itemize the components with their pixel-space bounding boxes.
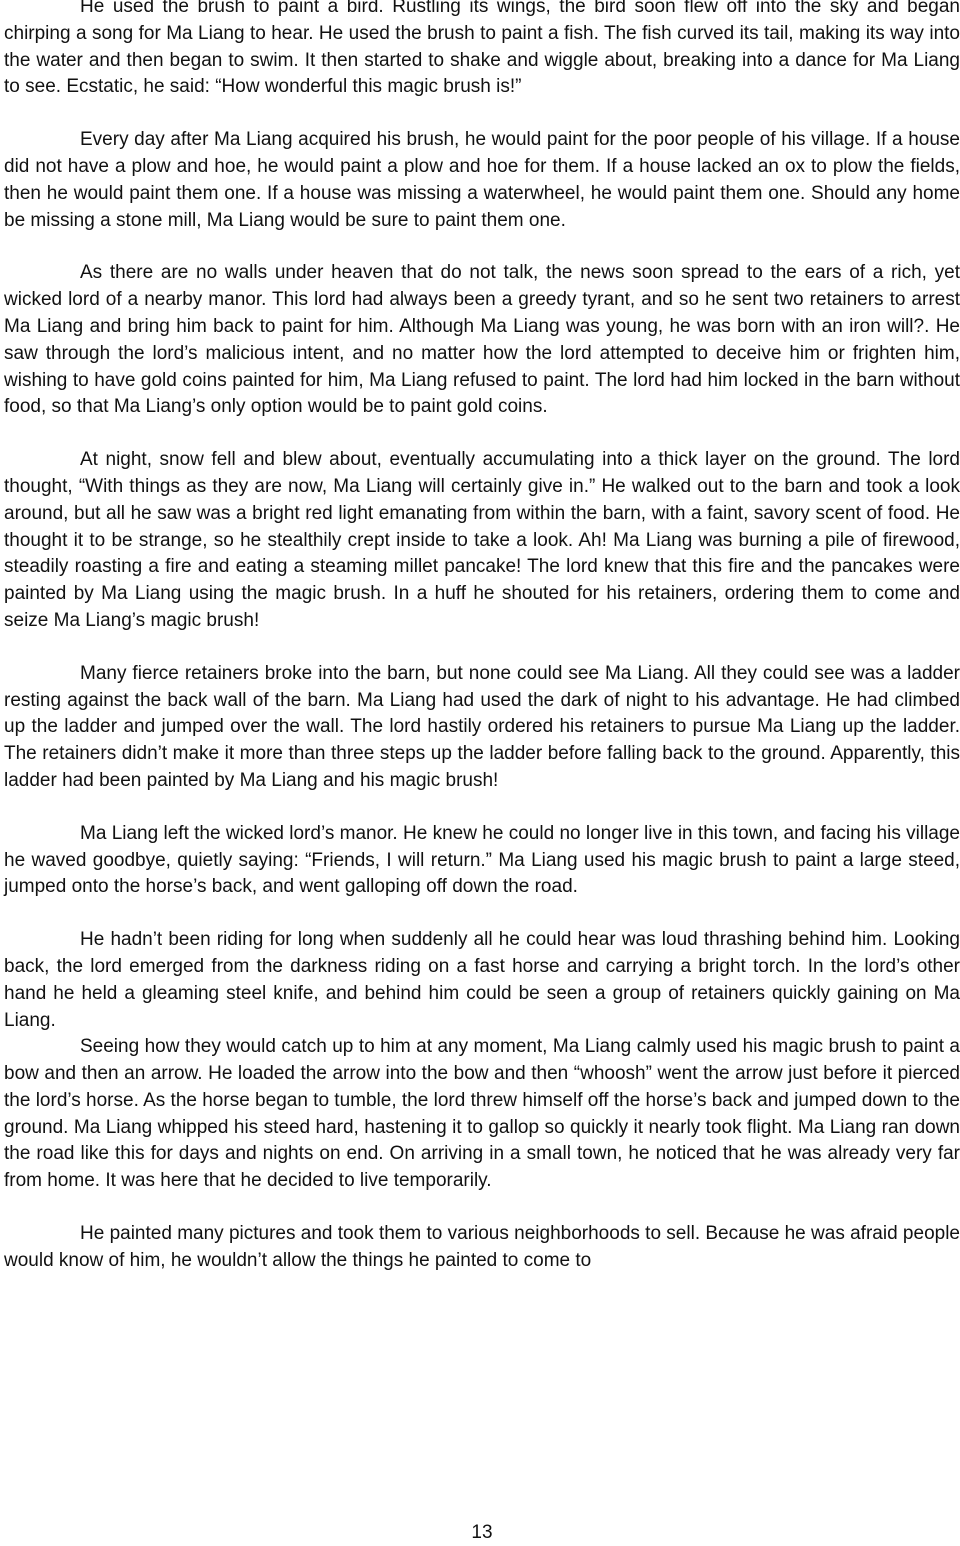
paragraph-2: Every day after Ma Liang acquired his brush, he would paint for the poor people of his village. If a house did not have a plow and hoe, he would paint a plow and hoe for them. If a house lacked an ox to plow the fields, then he would paint them one. If a house was missing a waterwheel, he would paint them one. Should any home be missing a stone mill, Ma Liang would be sure to paint them one. [4, 129, 960, 231]
paragraph-3: As there are no walls under heaven that do not talk, the news soon spread to the ears of a rich, yet wicked lord of a nearby manor. This lord had always been a greedy tyrant, and so he sent two retainers to arrest Ma Liang and bring him back to paint for him. Although Ma Liang was young, he was born with an iron will?. He saw through the lord’s malicious intent, and no matter how the lord attempted to deceive him or frighten him, wishing to have gold coins painted for him, Ma Liang refused to paint. The lord had him locked in the barn without food, so that Ma Liang’s only option would be to paint gold coins. [4, 262, 960, 418]
paragraph-1: He used the brush to paint a bird. Rustling its wings, the bird soon flew off into the sky and began chirping a song for Ma Liang to hear. He used the brush to paint a fish. The fish curved its tail, making its way into the water and then began to swim. It then started to shake and wiggle about, breaking into a dance for Ma Liang to see. Ecstatic, he said: “How wonderful this magic brush is!” [4, 0, 960, 98]
page-number: 13 [471, 1522, 493, 1543]
paragraph-6: Ma Liang left the wicked lord’s manor. He knew he could no longer live in this town, and facing his village he waved goodbye, quietly saying: “Friends, I will return.” Ma Liang used his magic brush to paint a large steed, jumped onto the horse’s back, and went galloping off down the road. [4, 822, 960, 898]
paragraph-5: Many fierce retainers broke into the barn, but none could see Ma Liang. All they could see was a ladder resting against the back wall of the barn. Ma Liang had used the dark of night to his advantage. He had climbed up the ladder and jumped over the wall. The lord hastily ordered his retainers to pursue Ma Liang up the ladder. The retainers didn’t make it more than three steps up the ladder before falling back to the ground. Apparently, this ladder had been painted by Ma Liang and his magic brush! [4, 662, 960, 791]
document-page [4, 0, 960, 1543]
paragraph-7: He hadn’t been riding for long when suddenly all he could hear was loud thrashing behind him. Looking back, the lord emerged from the darkness riding on a fast horse and carrying a bright torch. In the lord’s other hand he held a gleaming steel knife, and behind him could be seen a group of retainers quickly gaining on Ma Liang. [4, 929, 960, 1031]
paragraph-9: He painted many pictures and took them to various neighborhoods to sell. Because he was afraid people would know of him, he wouldn’t allow the things he painted to come to [4, 1223, 960, 1271]
paragraph-8: Seeing how they would catch up to him at any moment, Ma Liang calmly used his magic brush to paint a bow and then an arrow. He loaded the arrow into the bow and then “whoosh” went the arrow just before it pierced the lord’s horse. As the horse began to tumble, the lord threw himself off the horse’s back and jumped down to the ground. Ma Liang whipped his steed hard, hastening it to gallop so quickly it nearly took flight. Ma Liang ran down the road like this for days and nights on end. On arriving in a small town, he noticed that he was already very far from home. It was here that he decided to live temporarily. [4, 1036, 960, 1192]
paragraph-4: At night, snow fell and blew about, eventually accumulating into a thick layer on the ground. The lord thought, “With things as they are now, Ma Liang will certainly give in.” He walked out to the barn and took a look around, but all he saw was a bright red light emanating from within the barn, with a faint, savory scent of food. He thought it to be strange, so he stealthily crept inside to take a look. Ah! Ma Liang was burning a pile of firewood, steadily roasting a fire and eating a steaming millet pancake! The lord knew that this fire and the pancakes were painted by Ma Liang using the magic brush. In a huff he shouted for his retainers, ordering them to come and seize Ma Liang’s magic brush! [4, 449, 960, 631]
